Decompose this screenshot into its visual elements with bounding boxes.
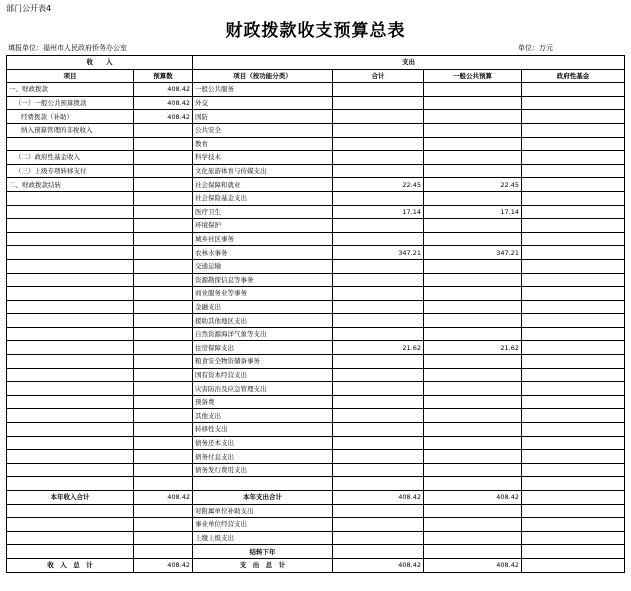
expense-item-cell: 社会保险基金支出 — [193, 191, 333, 205]
income-item-cell — [7, 450, 134, 464]
expense-total-cell — [333, 450, 424, 464]
expense-item-cell — [193, 477, 333, 491]
expense-general-cell — [424, 395, 522, 409]
expense-fund-cell — [522, 450, 625, 464]
income-budget-cell — [134, 355, 193, 369]
reporting-unit: 填报单位：福州市人民政府侨务办公室 — [8, 44, 127, 52]
income-budget-cell — [134, 219, 193, 233]
table-row — [7, 423, 625, 437]
expense-general-cell: 17.14 — [424, 205, 522, 219]
expense-total-cell — [333, 110, 424, 124]
expense-fund-cell — [522, 300, 625, 314]
income-item-cell — [7, 409, 134, 423]
expense-general-cell: 347.21 — [424, 246, 522, 260]
expense-total-cell — [333, 164, 424, 178]
table-row — [7, 450, 625, 464]
expense-general-cell — [424, 545, 522, 559]
income-budget-cell — [134, 259, 193, 273]
income-item-cell — [7, 463, 134, 477]
expense-fund-cell — [522, 327, 625, 341]
income-budget-cell — [134, 395, 193, 409]
expense-general-cell — [424, 531, 522, 545]
expense-fund-cell — [522, 83, 625, 97]
expense-total-cell — [333, 83, 424, 97]
expense-total-cell — [333, 436, 424, 450]
expense-general-cell: 22.45 — [424, 178, 522, 192]
expense-total-cell — [333, 463, 424, 477]
expense-item-cell: 住房保障支出 — [193, 341, 333, 355]
expense-general-cell: 408.42 — [424, 558, 522, 572]
income-budget-cell — [134, 477, 193, 491]
expense-item-cell: 商业服务业等事务 — [193, 287, 333, 301]
income-item-cell — [7, 423, 134, 437]
income-budget-cell — [134, 314, 193, 328]
table-row — [7, 327, 625, 341]
income-budget-cell — [134, 423, 193, 437]
expense-fund-cell — [522, 246, 625, 260]
expense-fund-cell — [522, 219, 625, 233]
expense-total-cell: 17.14 — [333, 205, 424, 219]
col-header-exp-item: 项目（按功能分类） — [193, 69, 333, 83]
expense-fund-cell — [522, 96, 625, 110]
income-budget-cell — [134, 246, 193, 260]
expense-item-cell: 社会保障和就业 — [193, 178, 333, 192]
income-item-cell — [7, 355, 134, 369]
expense-fund-cell — [522, 518, 625, 532]
income-item-cell: （一）一般公共预算拨款 — [7, 96, 134, 110]
table-row — [7, 83, 625, 97]
income-item-cell: 纳入预算管理的非税收入 — [7, 123, 134, 137]
income-item-cell: 一、财政拨款 — [7, 83, 134, 97]
expense-item-cell: 交通运输 — [193, 259, 333, 273]
expense-general-cell: 21.62 — [424, 341, 522, 355]
expense-item-cell: 科学技术 — [193, 151, 333, 165]
table-row — [7, 300, 625, 314]
budget-table — [6, 55, 625, 573]
expense-item-cell: 城乡社区事务 — [193, 232, 333, 246]
income-budget-cell — [134, 123, 193, 137]
expense-general-cell — [424, 409, 522, 423]
expense-item-cell: 自然资源海洋气象等支出 — [193, 327, 333, 341]
currency-unit: 单位：万元 — [518, 44, 553, 52]
expense-fund-cell — [522, 558, 625, 572]
income-budget-cell — [134, 409, 193, 423]
income-item-cell — [7, 314, 134, 328]
table-row — [7, 558, 625, 572]
expense-item-cell: 粮食安全物资储备事务 — [193, 355, 333, 369]
expense-item-cell: 文化旅游体育与传媒支出 — [193, 164, 333, 178]
expense-general-cell — [424, 355, 522, 369]
income-item-cell — [7, 191, 134, 205]
expense-general-cell — [424, 259, 522, 273]
expense-fund-cell — [522, 110, 625, 124]
expense-general-cell — [424, 137, 522, 151]
expense-item-cell: 债务还本支出 — [193, 436, 333, 450]
income-item-cell — [7, 327, 134, 341]
expense-total-cell — [333, 409, 424, 423]
table-row — [7, 178, 625, 192]
expense-general-cell — [424, 300, 522, 314]
table-row — [7, 96, 625, 110]
expense-total-cell — [333, 395, 424, 409]
table-row — [7, 259, 625, 273]
table-row — [7, 123, 625, 137]
income-budget-cell — [134, 436, 193, 450]
expense-fund-cell — [522, 123, 625, 137]
table-row — [7, 246, 625, 260]
income-budget-cell — [134, 463, 193, 477]
expense-total-cell — [333, 518, 424, 532]
expense-general-cell — [424, 477, 522, 491]
expense-general-cell — [424, 382, 522, 396]
income-budget-cell: 408.42 — [134, 110, 193, 124]
expense-total-cell: 347.21 — [333, 246, 424, 260]
income-budget-cell — [134, 382, 193, 396]
expense-general-cell — [424, 110, 522, 124]
income-item-cell — [7, 341, 134, 355]
expense-item-cell: 援助其他地区支出 — [193, 314, 333, 328]
expense-item-cell: 教育 — [193, 137, 333, 151]
expense-item-cell: 结转下年 — [193, 545, 333, 559]
table-row — [7, 219, 625, 233]
income-budget-cell — [134, 164, 193, 178]
table-row — [7, 504, 625, 518]
expense-general-cell — [424, 287, 522, 301]
expense-fund-cell — [522, 355, 625, 369]
expense-general-cell — [424, 191, 522, 205]
income-budget-cell — [134, 205, 193, 219]
income-item-cell — [7, 545, 134, 559]
table-row — [7, 531, 625, 545]
expense-fund-cell — [522, 395, 625, 409]
expense-general-cell — [424, 164, 522, 178]
group-header-row — [7, 56, 625, 70]
expense-general-cell — [424, 273, 522, 287]
income-budget-cell — [134, 518, 193, 532]
expense-item-cell: 医疗卫生 — [193, 205, 333, 219]
expense-general-cell — [424, 436, 522, 450]
income-item-cell — [7, 436, 134, 450]
expense-group-header: 支出 — [193, 56, 625, 70]
expense-total-cell — [333, 191, 424, 205]
table-row — [7, 232, 625, 246]
income-budget-cell: 408.42 — [134, 491, 193, 505]
table-row — [7, 395, 625, 409]
expense-total-cell — [333, 327, 424, 341]
table-row — [7, 491, 625, 505]
expense-total-cell — [333, 382, 424, 396]
expense-fund-cell — [522, 504, 625, 518]
expense-item-cell: 农林水事务 — [193, 246, 333, 260]
expense-total-cell — [333, 232, 424, 246]
expense-general-cell: 408.42 — [424, 491, 522, 505]
expense-item-cell: 公共安全 — [193, 123, 333, 137]
expense-fund-cell — [522, 423, 625, 437]
income-group-header: 收 入 — [7, 56, 193, 70]
income-item-cell: （二）政府性基金收入 — [7, 151, 134, 165]
col-header-item: 项目 — [7, 69, 134, 83]
income-item-cell: （三）上级专项转移支付 — [7, 164, 134, 178]
expense-fund-cell — [522, 151, 625, 165]
col-header-budget: 预算数 — [134, 69, 193, 83]
col-header-general: 一般公共预算 — [424, 69, 522, 83]
expense-fund-cell — [522, 259, 625, 273]
expense-general-cell — [424, 518, 522, 532]
expense-fund-cell — [522, 232, 625, 246]
table-row — [7, 341, 625, 355]
expense-item-cell: 其他支出 — [193, 409, 333, 423]
table-row — [7, 409, 625, 423]
col-header-fund: 政府性基金 — [522, 69, 625, 83]
expense-item-cell: 灾害防治及应急管理支出 — [193, 382, 333, 396]
income-budget-cell — [134, 137, 193, 151]
expense-fund-cell — [522, 178, 625, 192]
expense-general-cell — [424, 151, 522, 165]
table-row — [7, 137, 625, 151]
expense-general-cell — [424, 327, 522, 341]
income-budget-cell — [134, 531, 193, 545]
income-item-cell: 收 入 总 计 — [7, 558, 134, 572]
expense-total-cell — [333, 273, 424, 287]
expense-item-cell: 预备费 — [193, 395, 333, 409]
income-budget-cell — [134, 545, 193, 559]
expense-total-cell — [333, 300, 424, 314]
table-row — [7, 151, 625, 165]
expense-fund-cell — [522, 273, 625, 287]
income-item-cell — [7, 504, 134, 518]
expense-total-cell — [333, 504, 424, 518]
income-budget-cell: 408.42 — [134, 558, 193, 572]
expense-total-cell — [333, 368, 424, 382]
expense-item-cell: 环境保护 — [193, 219, 333, 233]
table-row — [7, 164, 625, 178]
income-budget-cell — [134, 151, 193, 165]
income-item-cell — [7, 232, 134, 246]
expense-general-cell — [424, 504, 522, 518]
expense-total-cell: 408.42 — [333, 558, 424, 572]
table-row — [7, 355, 625, 369]
table-row — [7, 518, 625, 532]
expense-fund-cell — [522, 205, 625, 219]
table-row — [7, 545, 625, 559]
expense-item-cell: 金融支出 — [193, 300, 333, 314]
expense-general-cell — [424, 314, 522, 328]
expense-general-cell — [424, 368, 522, 382]
income-budget-cell — [134, 368, 193, 382]
expense-general-cell — [424, 423, 522, 437]
income-budget-cell — [134, 287, 193, 301]
expense-fund-cell — [522, 477, 625, 491]
income-budget-cell — [134, 504, 193, 518]
expense-item-cell: 外交 — [193, 96, 333, 110]
income-budget-cell: 408.42 — [134, 96, 193, 110]
income-item-cell: 二、财政拨款结转 — [7, 178, 134, 192]
expense-general-cell — [424, 463, 522, 477]
income-budget-cell — [134, 232, 193, 246]
expense-fund-cell — [522, 368, 625, 382]
expense-general-cell — [424, 232, 522, 246]
expense-total-cell: 21.62 — [333, 341, 424, 355]
column-header-row — [7, 69, 625, 83]
income-item-cell: 本年收入合计 — [7, 491, 134, 505]
income-item-cell — [7, 368, 134, 382]
expense-item-cell: 国有资本经营支出 — [193, 368, 333, 382]
income-item-cell — [7, 137, 134, 151]
expense-item-cell: 债务发行费用支出 — [193, 463, 333, 477]
income-budget-cell — [134, 450, 193, 464]
expense-item-cell: 转移性支出 — [193, 423, 333, 437]
income-budget-cell — [134, 327, 193, 341]
expense-general-cell — [424, 450, 522, 464]
expense-fund-cell — [522, 341, 625, 355]
expense-total-cell — [333, 355, 424, 369]
expense-item-cell: 事业单位经营支出 — [193, 518, 333, 532]
expense-item-cell: 债务付息支出 — [193, 450, 333, 464]
expense-fund-cell — [522, 164, 625, 178]
expense-fund-cell — [522, 382, 625, 396]
income-item-cell — [7, 273, 134, 287]
table-row — [7, 273, 625, 287]
expense-general-cell — [424, 219, 522, 233]
expense-general-cell — [424, 123, 522, 137]
expense-general-cell — [424, 96, 522, 110]
expense-total-cell — [333, 287, 424, 301]
expense-item-cell: 资源勘探信息等事务 — [193, 273, 333, 287]
expense-total-cell — [333, 545, 424, 559]
income-budget-cell — [134, 273, 193, 287]
income-item-cell — [7, 287, 134, 301]
expense-item-cell: 一般公共服务 — [193, 83, 333, 97]
income-item-cell — [7, 477, 134, 491]
income-budget-cell — [134, 178, 193, 192]
income-item-cell — [7, 246, 134, 260]
table-row — [7, 314, 625, 328]
income-budget-cell — [134, 341, 193, 355]
table-row — [7, 463, 625, 477]
income-item-cell — [7, 518, 134, 532]
expense-fund-cell — [522, 314, 625, 328]
income-budget-cell: 408.42 — [134, 83, 193, 97]
expense-fund-cell — [522, 531, 625, 545]
table-row — [7, 287, 625, 301]
income-item-cell — [7, 219, 134, 233]
table-row — [7, 110, 625, 124]
expense-total-cell — [333, 151, 424, 165]
income-item-cell — [7, 205, 134, 219]
expense-item-cell: 对附属单位补助支出 — [193, 504, 333, 518]
expense-fund-cell — [522, 436, 625, 450]
expense-total-cell: 22.45 — [333, 178, 424, 192]
expense-total-cell — [333, 137, 424, 151]
page-title: 财政拨款收支预算总表 — [225, 21, 406, 41]
table-number-label: 部门公开表4 — [6, 4, 52, 13]
expense-total-cell — [333, 477, 424, 491]
table-row — [7, 191, 625, 205]
income-budget-cell — [134, 300, 193, 314]
expense-total-cell: 408.42 — [333, 491, 424, 505]
expense-total-cell — [333, 314, 424, 328]
expense-total-cell — [333, 423, 424, 437]
income-budget-cell — [134, 191, 193, 205]
expense-fund-cell — [522, 137, 625, 151]
expense-item-cell: 国防 — [193, 110, 333, 124]
income-item-cell — [7, 531, 134, 545]
expense-item-cell: 本年支出合计 — [193, 491, 333, 505]
expense-fund-cell — [522, 191, 625, 205]
expense-total-cell — [333, 219, 424, 233]
expense-fund-cell — [522, 545, 625, 559]
expense-total-cell — [333, 531, 424, 545]
expense-fund-cell — [522, 463, 625, 477]
col-header-total: 合计 — [333, 69, 424, 83]
table-row — [7, 205, 625, 219]
table-row — [7, 477, 625, 491]
expense-fund-cell — [522, 287, 625, 301]
expense-general-cell — [424, 83, 522, 97]
expense-item-cell: 支 出 总 计 — [193, 558, 333, 572]
expense-fund-cell — [522, 491, 625, 505]
expense-total-cell — [333, 96, 424, 110]
expense-item-cell: 上缴上级支出 — [193, 531, 333, 545]
expense-total-cell — [333, 259, 424, 273]
income-item-cell — [7, 382, 134, 396]
expense-total-cell — [333, 123, 424, 137]
expense-fund-cell — [522, 409, 625, 423]
income-item-cell — [7, 395, 134, 409]
income-item-cell: 经费拨款（补助） — [7, 110, 134, 124]
table-row — [7, 436, 625, 450]
table-row — [7, 382, 625, 396]
income-item-cell — [7, 259, 134, 273]
income-item-cell — [7, 300, 134, 314]
table-row — [7, 368, 625, 382]
